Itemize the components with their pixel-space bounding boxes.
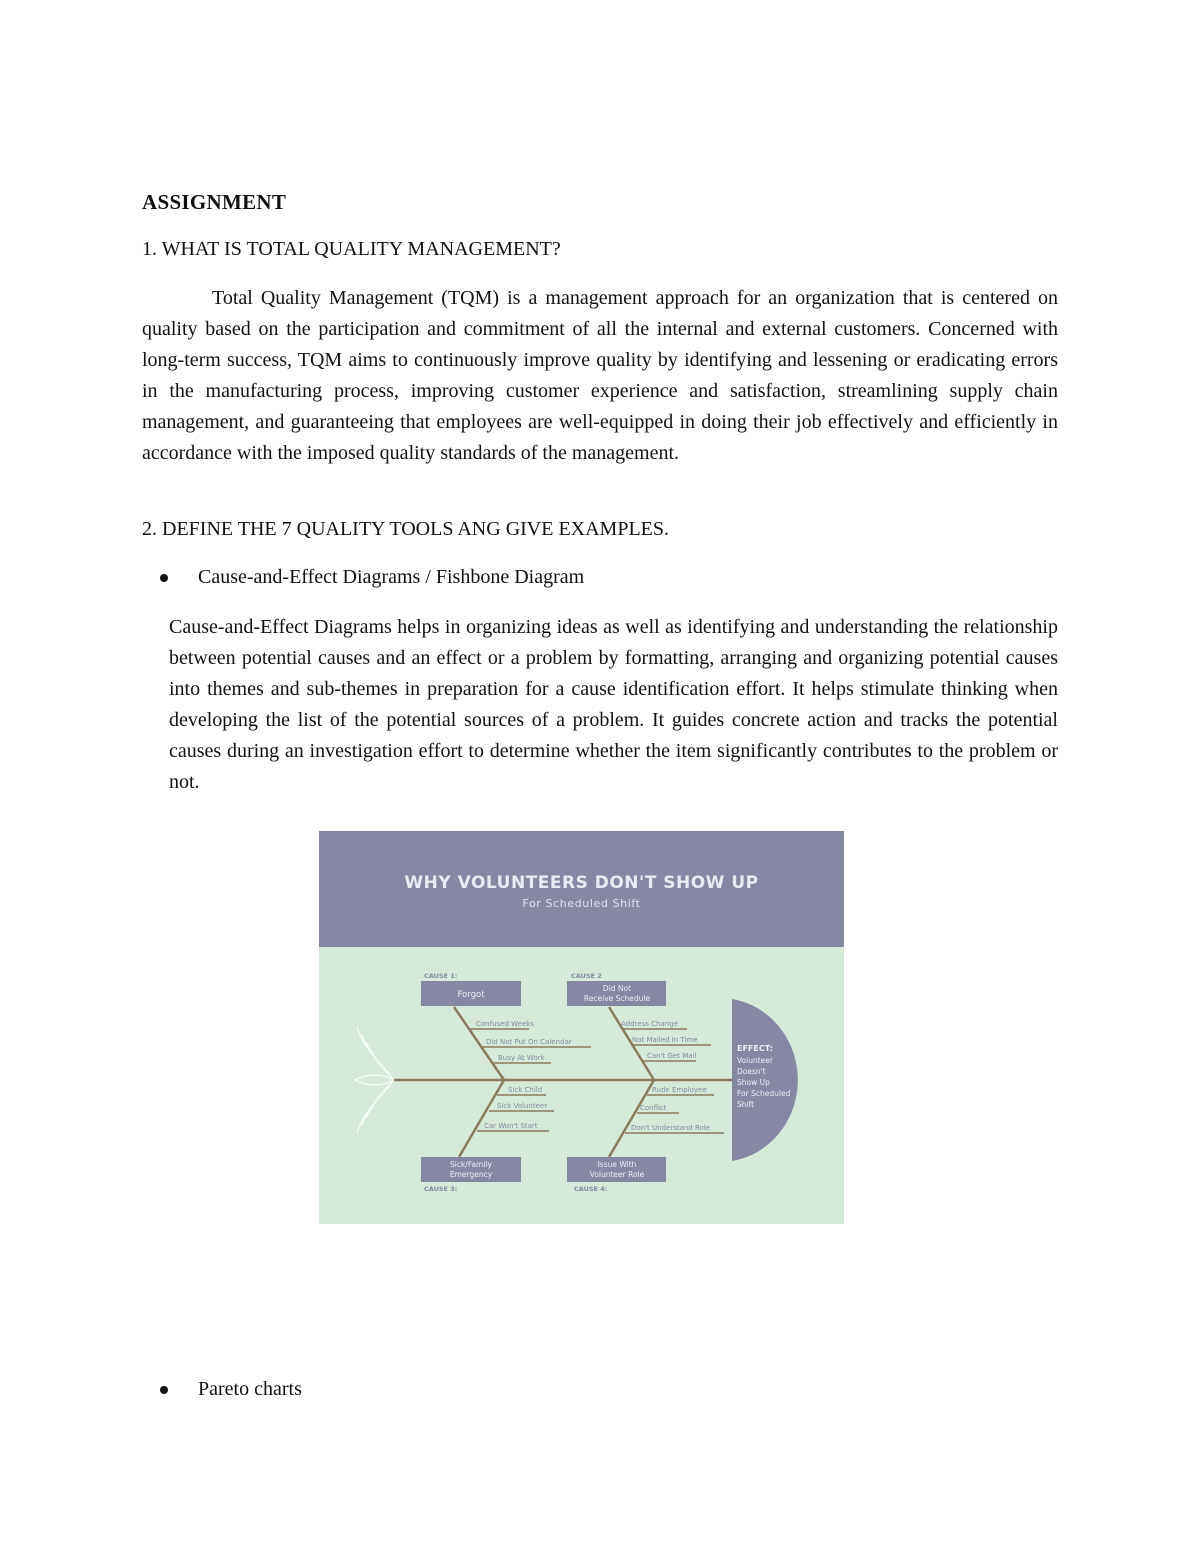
cause-4-tag: CAUSE 4: [574,1185,608,1193]
bullet-pareto-label: Pareto charts [198,1378,302,1400]
bullet-dot [160,574,168,582]
sub-cause-label: Confused Weeks [476,1020,534,1028]
effect-line: Doesn't [737,1067,766,1076]
sub-cause-label: Car Won't Start [484,1122,538,1130]
bone-cause-3 [459,1080,504,1157]
sub-cause-label: Sick Volunteer [497,1102,548,1110]
cause-4-label-line1: Issue With [597,1160,637,1169]
cause-3-items [484,1086,547,1130]
figure-body [319,947,844,1224]
assignment-heading: ASSIGNMENT [142,190,287,214]
question-1-heading: 1. WHAT IS TOTAL QUALITY MANAGEMENT? [142,238,561,260]
sub-cause-label: Did Not Put On Calendar [486,1038,572,1046]
bullet-dot [160,1386,168,1394]
sub-cause-label: Not Mailed In Time [632,1036,698,1044]
cause-3-label-line1: Sick/Family [450,1160,492,1169]
bullet-pareto [160,1378,302,1401]
effect-line: For Scheduled [737,1089,791,1098]
figure-header [319,831,844,947]
figure-subtitle: For Scheduled Shift [522,897,641,910]
effect-line: Shift [737,1100,755,1109]
cause-1-label: Forgot [457,990,485,1000]
sub-cause-label: Rude Employee [652,1086,707,1094]
cause-4-items [631,1086,710,1132]
effect-line: Volunteer [737,1056,773,1065]
fishbone-description-paragraph: Cause-and-Effect Diagrams helps in organizing ideas as well as identifying and understanding the relationship between potential causes and an effect or a problem by formatting, arranging and organizing potential causes into themes and sub-themes in preparation for a cause identification effort. It helps stimulate thinking when developing the list of the potential sources of a problem. It guides concrete action and tracks the potential causes during an investigation effort to determine whether the item significantly contributes to the problem or not. [169,616,1058,793]
cause-3-tag: CAUSE 3: [424,1185,458,1193]
effect-tag: EFFECT: [737,1044,773,1053]
fish-tail-icon [355,1027,394,1133]
bullet-fishbone [160,566,584,589]
cause-4-label-line2: Volunteer Role [589,1170,645,1179]
fishbone-svg [319,947,844,1224]
cause-1-tag: CAUSE 1: [424,972,458,980]
cause-1-items [476,1020,572,1062]
sub-cause-label: Conflict [640,1104,667,1112]
bullet-fishbone-label: Cause-and-Effect Diagrams / Fishbone Diagram [198,566,585,588]
cause-2-label-line1: Did Not [602,984,632,993]
cause-2-tag: CAUSE 2 [571,972,602,980]
effect-line: Show Up [737,1078,770,1087]
figure-title: WHY VOLUNTEERS DON'T SHOW UP [404,873,759,893]
tqm-definition-paragraph: Total Quality Management (TQM) is a management approach for an organization that is centered on quality based on the participation and commitment of all the internal and external customers. Concerned with long-term success, TQM aims to continuously improve quality by identifying and lessening or eradicating errors in the manufacturing process, improving customer experience and satisfaction, streamlining supply chain management, and guaranteeing that employees are well-equipped in doing their job effectively and efficiently in accordance with the imposed quality standards of the management. [142,287,1058,464]
sub-cause-label: Can't Get Mail [647,1052,697,1060]
bone-cause-4 [609,1080,654,1157]
question-2-heading: 2. DEFINE THE 7 QUALITY TOOLS ANG GIVE EXAMPLES. [142,518,670,540]
cause-2-label-line2: Receive Schedule [583,994,651,1003]
fishbone-diagram-image [319,831,844,1224]
sub-cause-label: Address Change [621,1020,678,1028]
sub-cause-label: Sick Child [508,1086,543,1094]
sub-cause-label: Don't Understand Role [631,1124,711,1132]
sub-cause-label: Busy At Work [498,1054,545,1062]
cause-2-items [621,1020,698,1060]
cause-3-label-line2: Emergency [449,1170,493,1179]
